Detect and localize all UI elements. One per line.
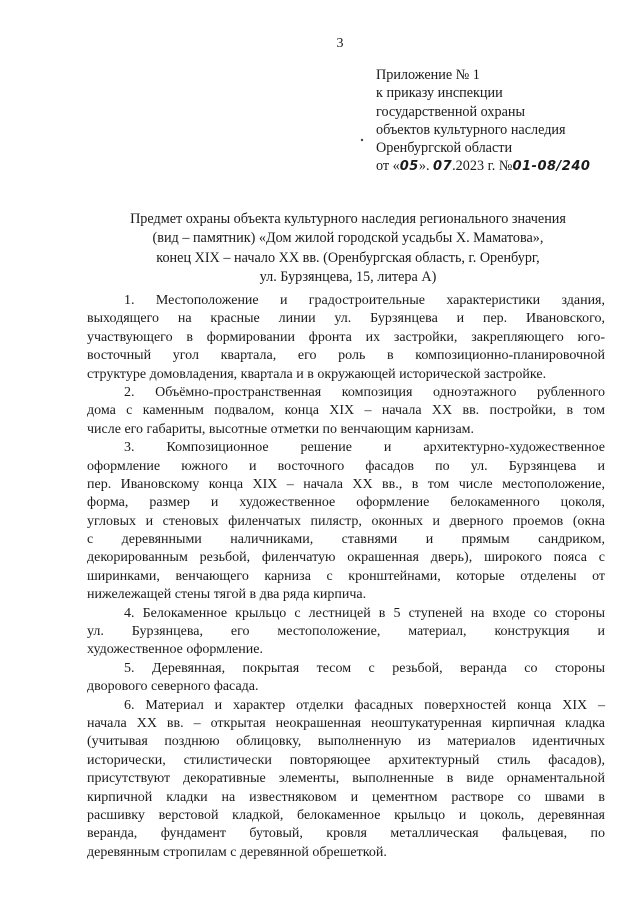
paragraph-line: участвующего в формировании фронта их застройки, закрепляющего юго- <box>87 329 605 345</box>
title-line-1: Предмет охраны объекта культурного наследия регионального значения <box>130 211 566 227</box>
appendix-header <box>376 66 626 177</box>
paragraph-line: форма, размер и художественное оформление белокаменного цоколя, <box>87 495 605 511</box>
paragraph-line: ул. Бурзянцева, его местоположение, материал, конструкция и <box>87 624 605 640</box>
paragraph-line: расшивку верстовой кладкой, белокаменное крыльцо и цоколь, деревянная <box>87 807 605 823</box>
paragraph-3 <box>87 439 605 605</box>
paragraph-line: восточный угол квартала, его роль в композиционно-планировочной <box>87 348 605 364</box>
date-prefix: от « <box>376 158 400 175</box>
appendix-line-2: к приказу инспекции <box>376 85 503 102</box>
paragraph-line: 3. Композиционное решение и архитектурно-художественное <box>124 440 605 456</box>
appendix-line-1: Приложение № 1 <box>376 67 480 83</box>
paragraph-line: выходящего на красные линии ул. Бурзянцева и пер. Ивановского, <box>87 311 605 327</box>
pen-dot-icon <box>360 138 364 142</box>
paragraph-line: дворового северного фасада. <box>87 679 259 695</box>
document-title <box>88 210 608 288</box>
paragraph-line: веранда, фундамент бутовый, кровля металлическая фальцевая, по <box>87 826 605 842</box>
paragraph-line: ширинками, венчающего карниза с кронштейнами, которые отделены от <box>87 568 605 584</box>
paragraph-1 <box>87 292 605 384</box>
paragraph-line: 2. Объёмно-пространственная композиция одноэтажного рубленного <box>124 384 605 400</box>
title-line-2: (вид – памятник) «Дом жилой городской усадьбы Х. Маматова», <box>152 230 544 247</box>
paragraph-5 <box>87 660 605 697</box>
appendix-line-5: Оренбургской области <box>376 140 513 157</box>
paragraph-line: угловых и стеновых филенчатых пилястр, оконных и дверного проемов (окна <box>87 513 605 529</box>
paragraph-line: присутствуют декоративные элементы, выполненные в виде орнаментальной <box>87 771 605 787</box>
order-date-line <box>376 157 626 176</box>
date-day-handwritten: 05 <box>399 159 419 175</box>
page-number: 3 <box>336 36 344 51</box>
paragraph-line: дома с каменным подвалом, конца XIX – начала XX вв. постройки, в том <box>87 403 605 419</box>
paragraph-line: начала XX вв. – открытая неокрашенная неоштукатуренная кирпичная кладка <box>87 715 605 731</box>
date-month-handwritten: 07 <box>433 159 453 175</box>
paragraph-line: (учитывая позднюю облицовку, выполненную из материалов идентичных <box>87 734 605 750</box>
paragraph-line: пер. Ивановскому конца XIX – начала XX вв., в том числе местоположение, <box>87 476 605 492</box>
paragraph-line: кирпичной кладки на известняковом и цементном растворе со швами в <box>87 789 605 805</box>
document-body <box>87 292 605 862</box>
paragraph-line: 6. Материал и характер отделки фасадных поверхностей конца XIX – <box>124 697 605 713</box>
date-year: .2023 г. № <box>452 158 513 175</box>
paragraph-2 <box>87 384 605 439</box>
paragraph-line: структуре домовладения, квартала и в окружающей исторической застройке. <box>87 366 547 382</box>
title-line-4: ул. Бурзянцева, 15, литера А) <box>259 269 437 286</box>
paragraph-line: с деревянными наличниками, ставнями и прямым сандриком, <box>87 532 605 548</box>
paragraph-line: оформление южного и восточного фасадов по ул. Бурзянцева и <box>87 458 605 474</box>
paragraph-6 <box>87 697 605 863</box>
paragraph-line: 1. Местоположение и градостроительные характеристики здания, <box>124 293 605 308</box>
appendix-line-3: государственной охраны <box>376 103 526 120</box>
appendix-line-4: объектов культурного наследия <box>376 121 566 138</box>
paragraph-line: исторически, стилистически повторяющее архитектурный стиль фасадов), <box>87 752 605 768</box>
paragraph-line: деревянным стропилам с деревянной обрешеткой. <box>87 844 387 860</box>
paragraph-line: декорированным резьбой, филенчатую окрашенная дверь), широкого пояса с <box>87 550 605 566</box>
paragraph-4 <box>87 605 605 660</box>
paragraph-line: числе его габариты, высотные отметки по венчающим карнизам. <box>87 421 475 437</box>
paragraph-line: нижележащей стены тягой в два ряда кирпича. <box>87 587 367 603</box>
paragraph-line: 4. Белокаменное крыльцо с лестницей в 5 ступеней на входе со стороны <box>124 605 605 621</box>
order-number-handwritten: 01-08/240 <box>512 159 591 175</box>
paragraph-line: 5. Деревянная, покрытая тесом с резьбой, веранда со стороны <box>124 660 605 676</box>
date-mid: ». <box>418 158 434 175</box>
paragraph-line: художественное оформление. <box>87 642 263 658</box>
title-line-3: конец XIX – начало XX вв. (Оренбургская область, г. Оренбург, <box>156 249 540 266</box>
